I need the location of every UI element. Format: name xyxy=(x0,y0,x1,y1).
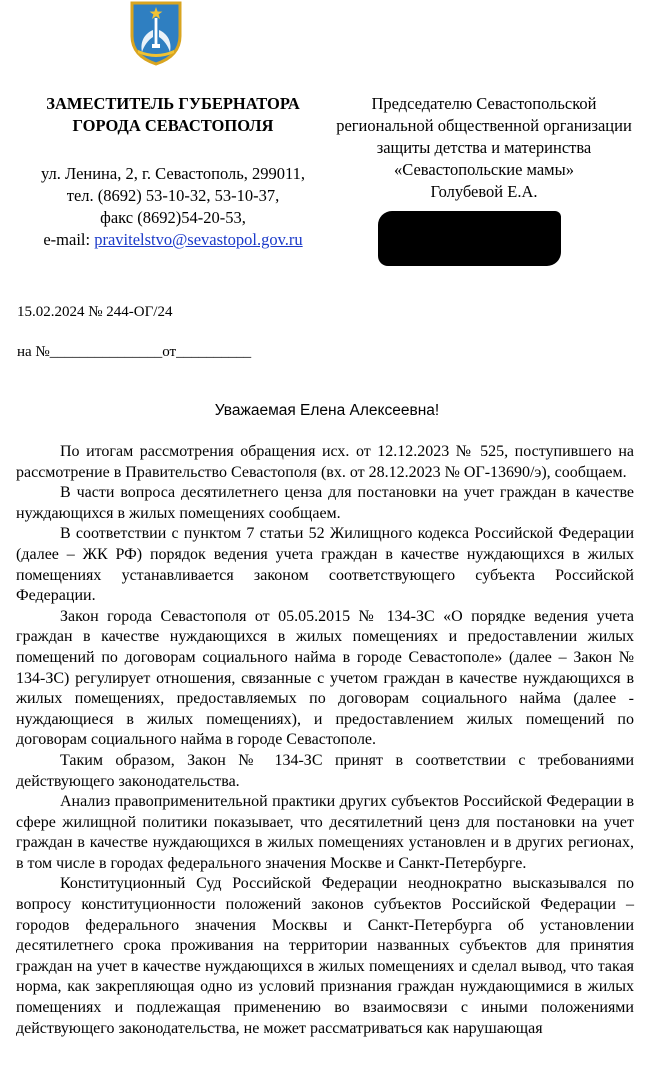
redaction-block xyxy=(378,211,561,266)
sender-block xyxy=(14,93,332,251)
sevastopol-coat-of-arms-icon xyxy=(128,0,184,66)
sender-address: ул. Ленина, 2, г. Севастополь, 299011, xyxy=(40,164,305,183)
salutation: Уважаемая Елена Алексеевна! xyxy=(214,402,440,419)
sender-title-city: ГОРОДА СЕВАСТОПОЛЯ xyxy=(72,116,274,135)
sender-title: ЗАМЕСТИТЕЛЬ ГУБЕРНАТОРА xyxy=(46,94,300,113)
registration-number: 15.02.2024 № 244-ОГ/24 xyxy=(17,304,173,320)
sender-email-label: e-mail: xyxy=(43,230,95,249)
recipient-name: Голубевой Е.А. xyxy=(430,182,538,201)
paragraph: Анализ правоприменительной практики других субъектов Российской Федерации в сфере жилищной политики показывает, что десятилетний ценз для постановки на учет граждан в качестве нуждающихся в жилых помещениях установлен и в других регионах, в том числе в городах федерального значения Москве и Санкт-Петербурге. xyxy=(16,793,634,872)
paragraph: Конституционный Суд Российской Федерации неоднократно высказывался по вопросу конституционности положений законов субъектов Российской Федерации – городов федерального значения Москвы и Санкт-Петербурга об установлении десятилетнего срока проживания на территории названных субъектов для принятия граждан на учет в качестве нуждающихся в жилых помещениях и сделал вывод, что такая норма, как закрепляющая одно из условий признания граждан нуждающимися в жилых помещениях и подлежащая применению во взаимосвязи с иными положениями действующего законодательства, не может рассматриваться как нарушающая xyxy=(16,875,634,1037)
paragraph: В соответствии с пунктом 7 статьи 52 Жилищного кодекса Российской Федерации (далее – ЖК РФ) порядок ведения учета граждан в качестве нуждающихся в жилых помещениях устанавливается законом соответствующего субъекта Российской Федерации. xyxy=(16,525,634,605)
paragraph: По итогам рассмотрения обращения исх. от 12.12.2023 № 525, поступившего на рассмотрение в Правительство Севастополя (вх. от 28.12.2023 № ОГ-13690/э), сообщаем. xyxy=(16,443,634,481)
paragraph: Закон города Севастополя от 05.05.2015 № 134-ЗС «О порядке ведения учета граждан в качестве нуждающихся в жилых помещениях и предоставлении жилых помещений по договорам социального найма в городе Севастополе» (далее – Закон № 134-ЗС) регулирует отношения, связанные с учетом граждан в качестве нуждающихся в жилых помещениях, предоставляемых по договорам социального найма (далее - нуждающиеся в жилых помещениях), и предоставлением жилых помещений по договорам социального найма в городе Севастополе. xyxy=(16,607,634,749)
sender-email-link[interactable]: pravitelstvo@sevastopol.gov.ru xyxy=(94,230,303,249)
recipient-line-2: региональной общественной организации xyxy=(336,116,632,135)
paragraph: Таким образом, Закон № 134-ЗС принят в соответствии с требованиями действующего законодательства. xyxy=(16,751,634,790)
reference-line: на №_______________от__________ xyxy=(17,344,252,360)
recipient-line-3: защиты детства и материнства xyxy=(376,138,592,157)
letter-body xyxy=(16,442,634,1039)
sender-fax: факс (8692)54-20-53, xyxy=(100,208,246,227)
sender-phone: тел. (8692) 53-10-32, 53-10-37, xyxy=(66,186,280,205)
paragraph: В части вопроса десятилетнего ценза для постановки на учет граждан в качестве нуждающихся в жилых помещениях сообщаем. xyxy=(16,484,634,522)
recipient-line-4: «Севастопольские мамы» xyxy=(394,160,574,179)
recipient-block xyxy=(334,93,634,203)
recipient-line-1: Председателю Севастопольской xyxy=(371,94,597,113)
sender-email-line xyxy=(14,229,332,251)
